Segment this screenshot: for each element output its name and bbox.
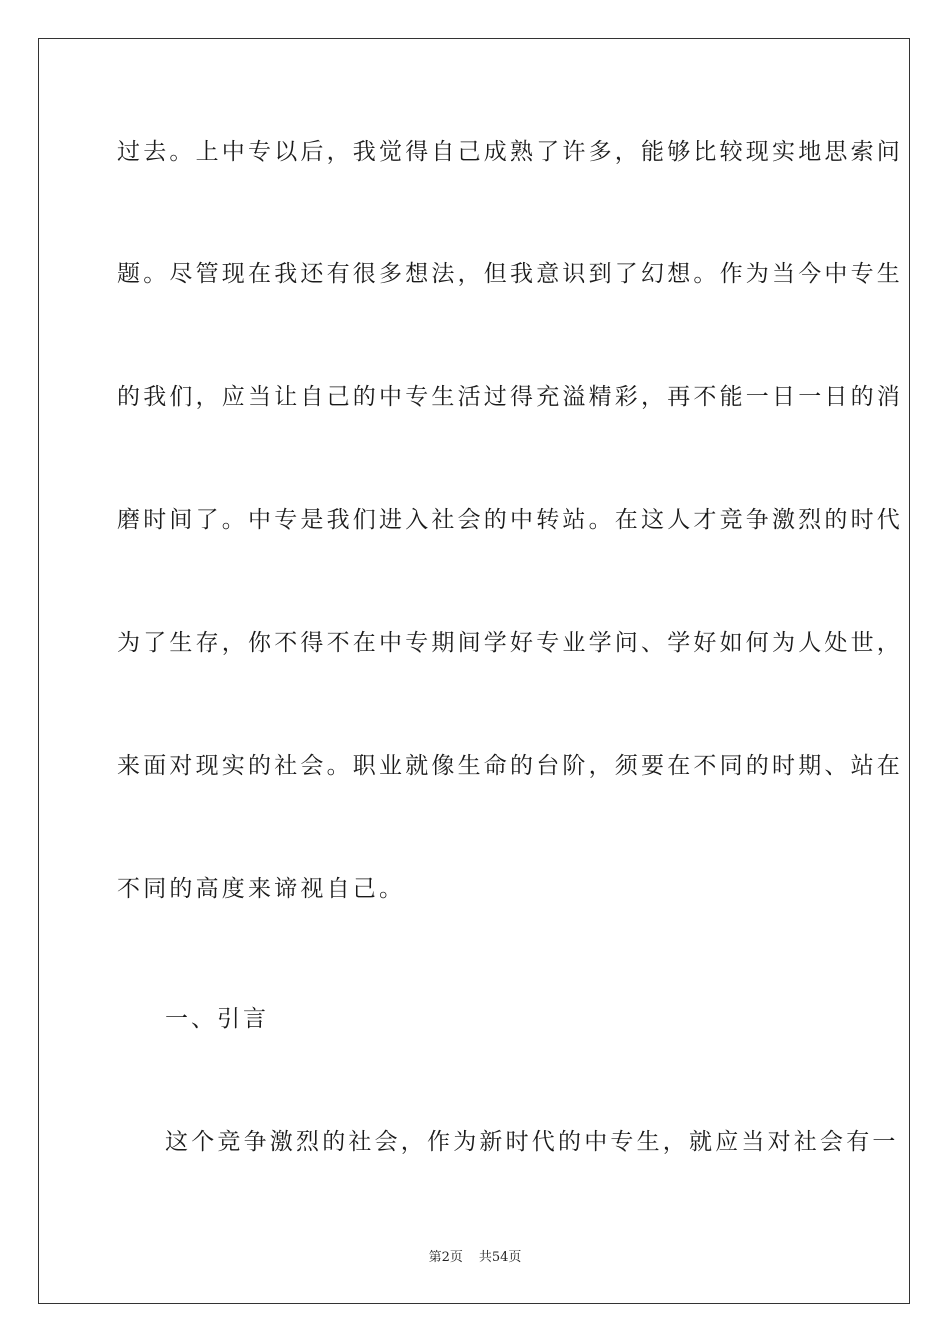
page-border (38, 38, 910, 1304)
body-line-4: 磨时间了。中专是我们进入社会的中转站。在这人才竞争激烈的时代 (117, 507, 903, 533)
paragraph-start-line: 这个竞争激烈的社会，作为新时代的中专生，就应当对社会有一 (165, 1129, 899, 1155)
body-line-6: 来面对现实的社会。职业就像生命的台阶，须要在不同的时期、站在 (117, 753, 903, 779)
total-pages: 共54页 (478, 1250, 522, 1265)
body-line-3: 的我们，应当让自己的中专生活过得充溢精彩，再不能一日一日的消 (117, 384, 903, 410)
section-heading: 一、引言 (165, 1006, 269, 1032)
page-footer (0, 1246, 950, 1265)
body-line-5: 为了生存，你不得不在中专期间学好专业学问、学好如何为人处世， (117, 630, 903, 656)
body-line-7: 不同的高度来谛视自己。 (117, 876, 406, 902)
page-number: 第2页 (428, 1250, 463, 1265)
body-line-2: 题。尽管现在我还有很多想法，但我意识到了幻想。作为当今中专生 (117, 261, 903, 287)
body-line-1: 过去。上中专以后，我觉得自己成熟了许多，能够比较现实地思索问 (117, 139, 903, 165)
